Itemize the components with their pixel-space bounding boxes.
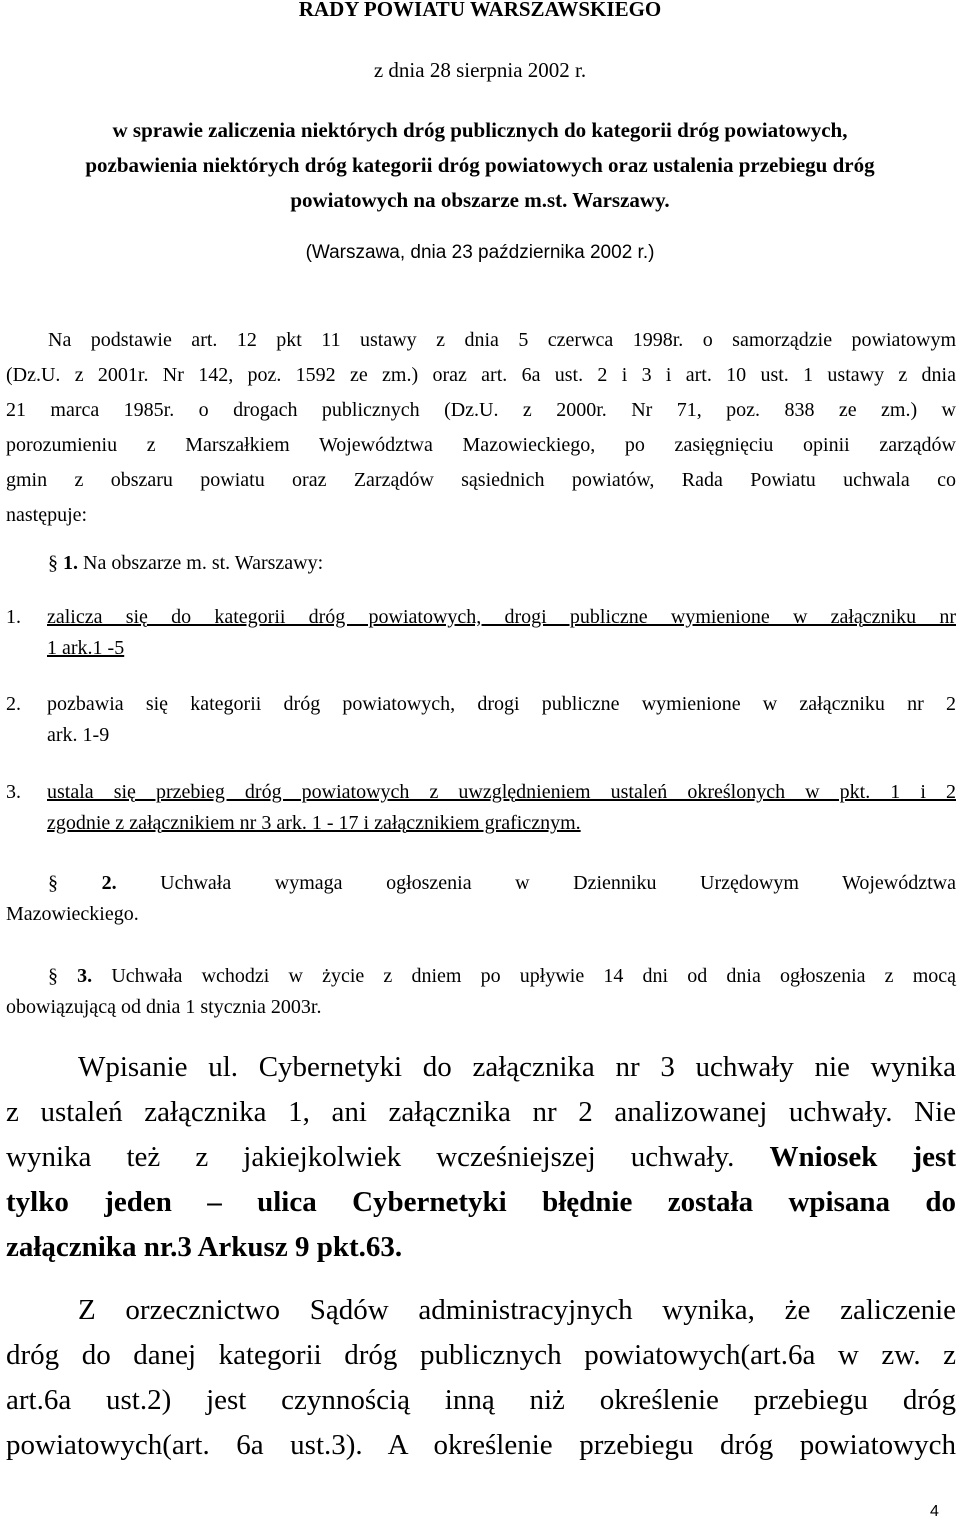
comment-line: tylko jeden – ulica Cybernetyki błędnie została wpisana do	[6, 1186, 956, 1218]
list-item-text: 1 ark.1 -5	[47, 637, 125, 659]
section-heading-text: Na obszarze m. st. Warszawy:	[83, 552, 324, 574]
comment-line: z ustaleń załącznika 1, ani załącznika nr 2 analizowanej uchwały. Nie	[6, 1096, 956, 1128]
section-2-line	[6, 868, 956, 899]
list-item-number: 3.	[6, 781, 21, 803]
comment-emphasis: Wniosek jest	[769, 1141, 956, 1173]
list-item	[6, 777, 956, 839]
preamble-line: 21 marca 1985r. o drogach publicznych (Dz.U. z 2000r. Nr 71, poz. 838 ze zm.) w	[6, 399, 956, 421]
resolution-subject	[0, 113, 960, 218]
preamble-line: Na podstawie art. 12 pkt 11 ustawy z dnia 5 czerwca 1998r. o samorządzie powiatowym	[48, 329, 956, 351]
section-mark: §	[48, 552, 58, 574]
section-3-line: obowiązującą od dnia 1 stycznia 2003r.	[6, 996, 322, 1018]
section-2	[6, 868, 956, 930]
case-law-line: art.6a ust.2) jest czynnością inną niż określenie przebiegu dróg	[6, 1384, 956, 1416]
case-law-block	[6, 1288, 956, 1468]
section-number: 1.	[63, 552, 78, 574]
resolution-date: z dnia 28 sierpnia 2002 r.	[373, 58, 587, 82]
list-item	[6, 689, 956, 751]
comment-text: wynika też z jakiejkolwiek wcześniejszej uchwały.	[6, 1141, 735, 1173]
subject-line: w sprawie zaliczenia niektórych dróg publicznych do kategorii dróg powiatowych,	[112, 118, 848, 142]
preamble-line: porozumieniu z Marszałkiem Województwa Mazowieckiego, po zasięgnięciu opinii zarządów	[6, 434, 956, 456]
preamble-line: gmin z obszaru powiatu oraz Zarządów sąsiednich powiatów, Rada Powiatu uchwala co	[6, 469, 956, 491]
section-mark: §	[48, 872, 58, 894]
case-law-line: powiatowych(art. 6a ust.3). A określenie przebiegu dróg powiatowych	[6, 1429, 956, 1461]
list-item-text: ark. 1-9	[47, 724, 110, 746]
section-2-line: Mazowieckiego.	[6, 903, 139, 925]
comment-line	[6, 1135, 956, 1180]
section-mark: §	[48, 965, 58, 987]
list-item-text: ustala się przebieg dróg powiatowych z uwzględnieniem ustaleń określonych w pkt. 1 i 2	[47, 781, 956, 803]
section-number: 2.	[101, 872, 117, 894]
preamble-line: następuje:	[6, 504, 88, 526]
preamble	[6, 323, 956, 533]
resolution-title: RADY POWIATU WARSZAWSKIEGO	[298, 0, 662, 21]
section-3	[6, 961, 956, 1023]
list-item	[6, 602, 956, 664]
list-item-text: zgodnie z załącznikiem nr 3 ark. 1 - 17 i załącznikiem graficznym.	[47, 812, 581, 834]
section-2-text: Uchwała wymaga ogłoszenia w Dzienniku Urzędowym Województwa	[160, 872, 956, 894]
publication-note: (Warszawa, dnia 23 października 2002 r.)	[305, 242, 655, 263]
comment-line: Wpisanie ul. Cybernetyki do załącznika nr 3 uchwały nie wynika	[78, 1051, 956, 1083]
subject-line: pozbawienia niektórych dróg kategorii dróg powiatowych oraz ustalenia przebiegu dróg	[85, 153, 875, 177]
section-3-text: Uchwała wchodzi w życie z dniem po upływie 14 dni od dnia ogłoszenia z mocą	[111, 965, 957, 987]
list-item-text: zalicza się do kategorii dróg powiatowych, drogi publiczne wymienione w załączniku nr	[47, 606, 956, 628]
section-3-line	[6, 961, 956, 992]
list-item-number: 2.	[6, 693, 21, 715]
case-law-line: Z orzecznictwo Sądów administracyjnych wynika, że zaliczenie	[78, 1294, 956, 1326]
case-law-line: dróg do danej kategorii dróg publicznych powiatowych(art.6a w zw. z	[6, 1339, 956, 1371]
section-1-heading	[48, 548, 323, 579]
preamble-line: (Dz.U. z 2001r. Nr 142, poz. 1592 ze zm.) oraz art. 6a ust. 2 i 3 i art. 10 ust. 1 ustawy z dnia	[6, 364, 956, 386]
subject-line: powiatowych na obszarze m.st. Warszawy.	[290, 188, 670, 212]
page-number: 4	[930, 1503, 939, 1520]
comment-block	[6, 1045, 956, 1270]
section-number: 3.	[77, 965, 93, 987]
list-item-number: 1.	[6, 606, 21, 628]
comment-line: załącznika nr.3 Arkusz 9 pkt.63.	[6, 1231, 403, 1263]
list-item-text: pozbawia się kategorii dróg powiatowych, drogi publiczne wymienione w załączniku nr 2	[47, 693, 956, 715]
